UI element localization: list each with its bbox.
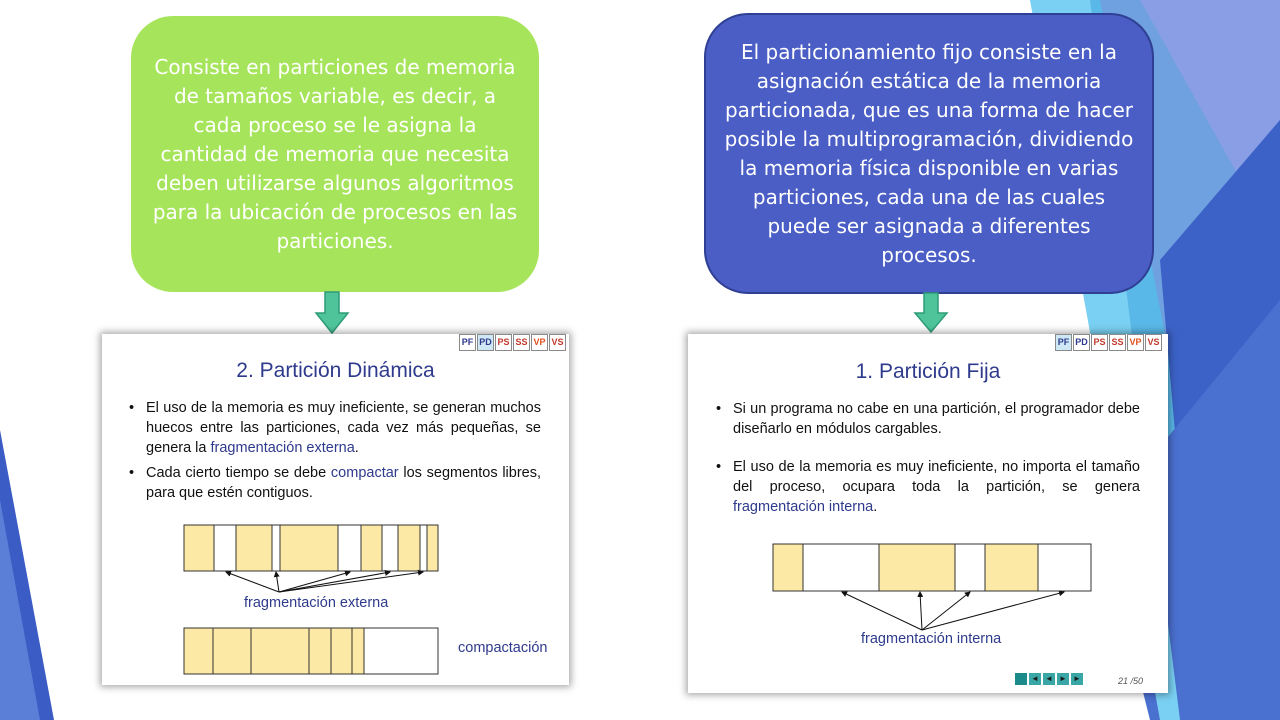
slide-player-controls [1015,673,1085,685]
first-slide-icon[interactable]: ◄ [1029,673,1041,685]
slide-title: 1. Partición Fija [855,360,1001,383]
fragmentation-caption: fragmentación interna [861,631,1002,647]
down-arrow-icon [913,292,949,334]
slide-title: 2. Partición Dinámica [236,359,435,382]
nav-tag: PF [459,334,476,351]
dynamic-partition-callout-text: Consiste en particiones de memoria de tamaños variable, es decir, a cada proceso se le asigna la cantidad de memoria que necesita deben utilizarse algunos algoritmos para la ubicación de procesos en las particiones. [152,54,518,253]
bullet-item: • El uso de la memoria es muy ineficiente, no importa el tamaño del proceso, ocupara toda la partición, se genera fragmentación interna. [714,457,1140,517]
bullet-item: • El uso de la memoria es muy ineficiente, se generan muchos huecos entre las particiones, cada vez más pequeñas, se genera la fragmentación externa. [127,398,541,458]
fixed-partition-callout [704,13,1154,294]
fixed-partition-callout-text: El particionamiento fijo consiste en la asignación estática de la memoria particionada, que es una forma de hacer posible la multiprogramación, dividiendo la memoria física disponible en varias particiones, cada una de las cuales puede ser asignada a diferentes procesos. [724,39,1134,267]
dynamic-partition-callout [131,16,539,292]
nav-tag: VS [549,334,566,351]
page-count: 21 /50 [1118,676,1144,686]
nav-tag: PD [1073,334,1090,351]
bullet-item: • Cada cierto tiempo se debe compactar los segmentos libres, para que estén contiguos. [127,463,541,503]
nav-tag: SS [1109,334,1126,351]
down-arrow-icon [314,291,350,335]
fragmentation-caption: fragmentación externa [244,595,389,611]
memory-blocks-diagram [102,334,569,685]
dynamic-partition-slide [102,334,569,685]
nav-tag: VS [1145,334,1162,351]
nav-tag: SS [513,334,530,351]
next-slide-icon[interactable]: ► [1057,673,1069,685]
stop-icon[interactable] [1015,673,1027,685]
previous-slide-icon[interactable]: ◄ [1043,673,1055,685]
nav-tag: VP [531,334,548,351]
bullet-item: • Si un programa no cabe en una partición, el programador debe diseñarlo en módulos cargables. [714,399,1140,439]
nav-tag: PD [477,334,494,351]
nav-tag: PS [495,334,512,351]
nav-tag: VP [1127,334,1144,351]
last-slide-icon[interactable]: ► [1071,673,1083,685]
compaction-caption: compactación [458,640,548,656]
nav-tag: PS [1091,334,1108,351]
nav-tag: PF [1055,334,1072,351]
fixed-partition-slide [688,334,1168,693]
